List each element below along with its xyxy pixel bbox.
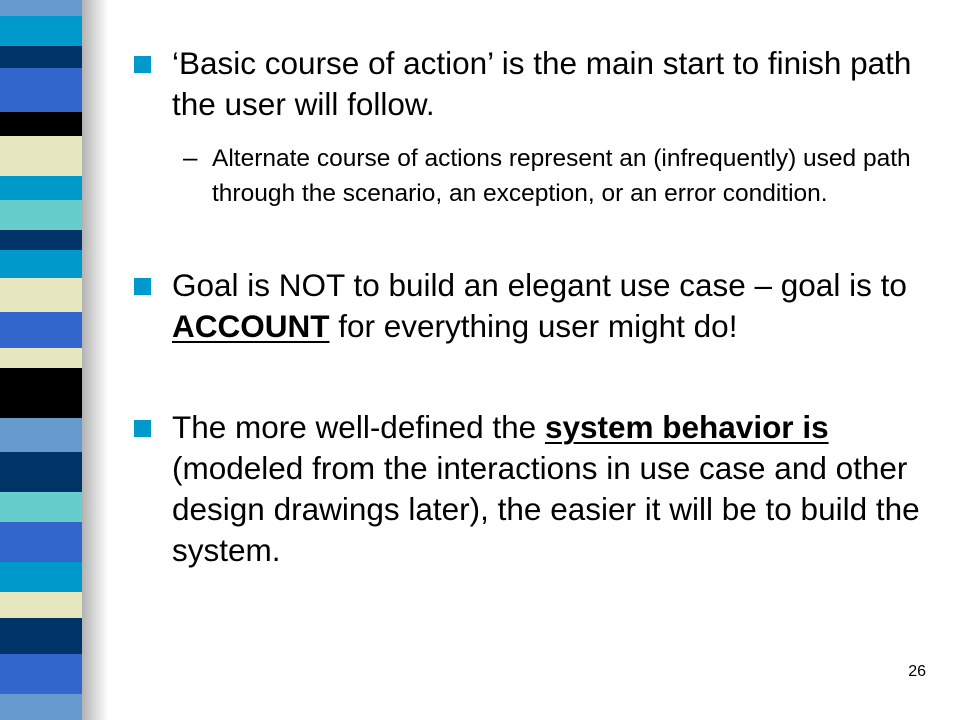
account-emphasis: ACCOUNT [172, 308, 330, 344]
bullet-2-text [172, 265, 922, 347]
bullet-square-icon [134, 278, 151, 295]
bullet-2-pre: Goal is NOT to build an elegant use case – goal is to [172, 267, 907, 303]
sub-bullet-1-text: Alternate course of actions represent an (infrequently) used path through the scenario, an exception, or an error condition. [212, 145, 911, 207]
bullet-square-icon [134, 56, 151, 73]
bullet-3-text [172, 407, 922, 571]
bullet-3-post: (modeled from the interactions in use case and other design drawings later), the easier it will be to build the system. [172, 450, 920, 568]
bullet-2-post: for everything user might do! [329, 308, 738, 344]
sub-bullet-dash: – [183, 142, 198, 172]
system-behavior-emphasis: system behavior is [544, 409, 829, 445]
bullet-3-pre: The more well-defined the [172, 409, 545, 445]
page-number: 26 [908, 663, 926, 680]
bullet-1-text: ‘Basic course of action’ is the main start to finish path the user will follow. [172, 45, 912, 122]
bullet-square-icon [134, 420, 151, 437]
